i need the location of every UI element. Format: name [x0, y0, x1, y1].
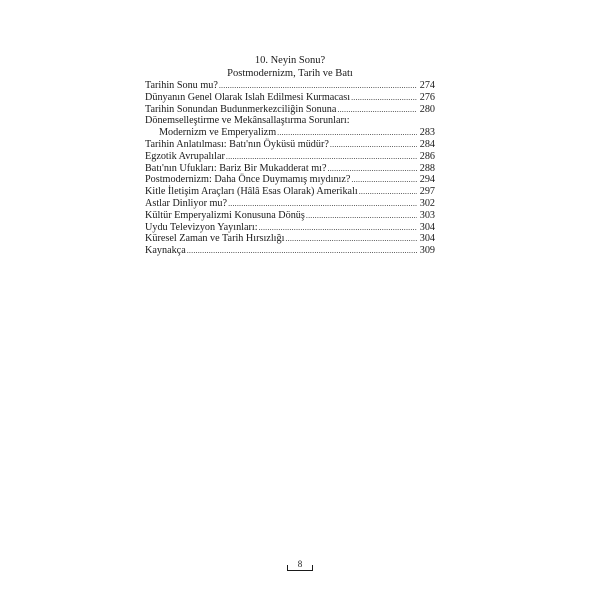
- page-number: 8: [297, 559, 303, 569]
- toc-entry-title: Kaynakça: [145, 245, 186, 257]
- toc-entry-page: 309: [419, 245, 435, 257]
- toc-leader-dots: [219, 80, 417, 92]
- toc-entry: [145, 139, 435, 151]
- toc-entry-page: 302: [419, 197, 435, 209]
- toc-entry-title: Batı'nın Ufukları: Bariz Bir Mukadderat mı?: [145, 162, 327, 174]
- toc-entry-page: 280: [419, 103, 435, 115]
- toc-entry-page: 304: [419, 221, 435, 233]
- toc-entry-page: 283: [419, 127, 435, 139]
- chapter-title: 10. Neyin Sonu?: [254, 55, 326, 66]
- toc-entry-heading-line: [145, 115, 435, 127]
- toc-entry: [145, 198, 435, 210]
- chapter-subtitle: Postmodernizm, Tarih ve Batı: [227, 68, 353, 79]
- toc-entry-title: Modernizm ve Emperyalizm: [159, 127, 277, 139]
- toc-entry-title: Tarihin Anlatılması: Batı'nın Öyküsü müdür?: [145, 138, 329, 150]
- toc-entry-page: 288: [419, 162, 435, 174]
- page-number-bracket-right: [312, 565, 313, 571]
- toc-entry-page: 284: [419, 138, 435, 150]
- toc-entry: [145, 163, 435, 175]
- toc-leader-dots: [337, 104, 417, 116]
- toc-entry-page: 286: [419, 150, 435, 162]
- toc-entry-title: Küresel Zaman ve Tarih Hırsızlığı: [145, 233, 285, 245]
- toc-leader-dots: [259, 222, 417, 234]
- table-of-contents: [145, 80, 435, 257]
- toc-leader-dots: [359, 186, 417, 198]
- page-number-rule: [287, 570, 313, 571]
- toc-leader-dots: [330, 139, 417, 151]
- toc-entry-title: Egzotik Avrupalılar: [145, 150, 225, 162]
- page-number-bracket-left: [287, 565, 288, 571]
- toc-entry: [145, 127, 435, 139]
- toc-entry: [145, 92, 435, 104]
- toc-entry: [145, 233, 435, 245]
- toc-entry-title: Kültür Emperyalizmi Konusuna Dönüş: [145, 209, 305, 221]
- toc-leader-dots: [228, 198, 417, 210]
- toc-entry: [145, 151, 435, 163]
- toc-entry-page: 304: [419, 233, 435, 245]
- toc-entry: [145, 245, 435, 257]
- toc-entry: [145, 174, 435, 186]
- toc-entry-title: Astlar Dinliyor mu?: [145, 197, 228, 209]
- toc-leader-dots: [306, 210, 417, 222]
- toc-entry: [145, 210, 435, 222]
- toc-leader-dots: [226, 151, 417, 163]
- toc-leader-dots: [277, 127, 417, 139]
- toc-entry: [145, 104, 435, 116]
- toc-entry-title: Dünyanın Genel Olarak Islah Edilmesi Kurmacası: [145, 91, 351, 103]
- toc-leader-dots: [187, 245, 417, 257]
- toc-entry-page: 294: [419, 174, 435, 186]
- toc-entry-title: Kitle İletişim Araçları (Hâlâ Esas Olarak) Amerikalı: [145, 186, 358, 198]
- toc-entry-page: 297: [419, 186, 435, 198]
- toc-leader-dots: [351, 92, 417, 104]
- toc-entry-page: 274: [419, 80, 435, 91]
- toc-entry-title: Uydu Televizyon Yayınları:: [145, 221, 258, 233]
- toc-entry-title: Postmodernizm: Daha Önce Duymamış mıydınız?: [145, 174, 351, 186]
- toc-leader-dots: [285, 233, 417, 245]
- toc-entry-page: 303: [419, 209, 435, 221]
- toc-entry-title: Dönemselleştirme ve Mekânsallaştırma Sorunları:: [145, 115, 350, 127]
- toc-entry: [145, 186, 435, 198]
- toc-entry-title: Tarihin Sonundan Budunmerkezciliğin Sonuna: [145, 103, 337, 115]
- toc-entry: [145, 80, 435, 92]
- toc-leader-dots: [328, 163, 418, 175]
- toc-leader-dots: [351, 174, 417, 186]
- toc-entry-title: Tarihin Sonu mu?: [145, 80, 218, 91]
- toc-entry: [145, 222, 435, 234]
- toc-entry-page: 276: [419, 91, 435, 103]
